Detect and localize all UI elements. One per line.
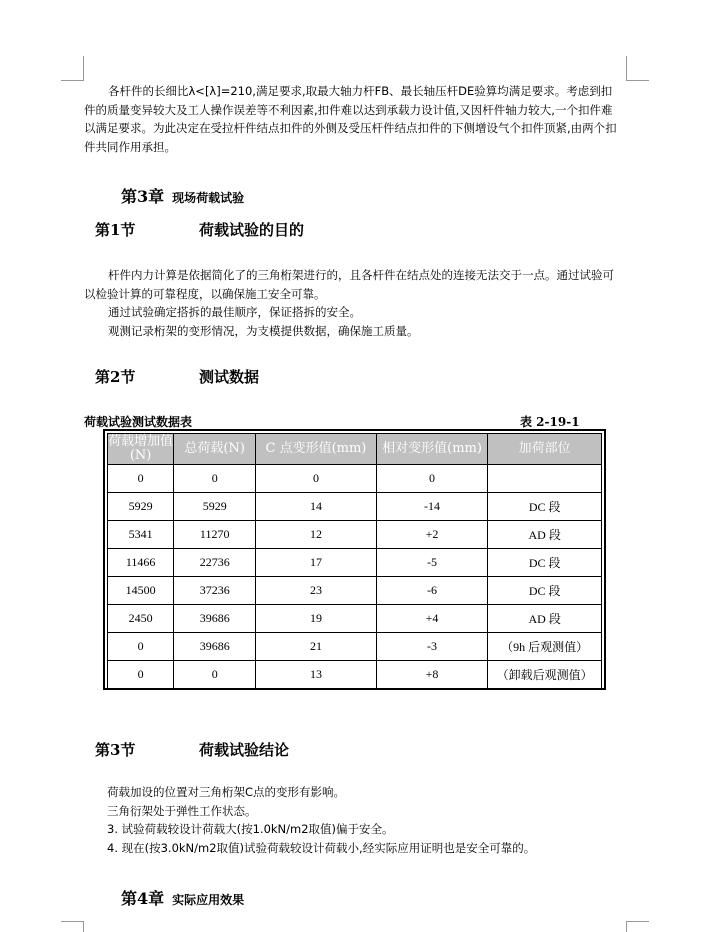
chapter-title: 实际应用效果 — [172, 893, 245, 907]
table-cell: 37236 — [174, 577, 256, 605]
table-cell: 0 — [174, 661, 256, 689]
table-cell: （9h 后观测值） — [488, 633, 602, 661]
paragraph: 观测记录桁架的变形情况，为支模提供数据，确保施工质量。 — [108, 323, 419, 338]
header-cell: 荷载增加值(N) — [108, 434, 174, 463]
table-cell — [488, 465, 602, 493]
conclusion-line: 4. 现在(按3.0kN/m2取值)试验荷载较设计荷载小,经实际应用证明也是安全可靠的。 — [107, 840, 536, 855]
section-1-heading — [95, 219, 305, 240]
load-test-table — [107, 433, 602, 689]
table-cell: 11466 — [108, 549, 174, 577]
table-cell: 11270 — [174, 521, 256, 549]
table-cell: 13 — [256, 661, 377, 689]
page-corner-mark — [626, 56, 649, 81]
table-cell: DC 段 — [488, 549, 602, 577]
section-1-body — [84, 266, 619, 340]
table-cell: 5929 — [174, 493, 256, 521]
table-cell: 5929 — [108, 493, 174, 521]
table-cell: 0 — [376, 465, 488, 493]
table-row — [108, 633, 602, 661]
table-row — [108, 661, 602, 689]
paragraph: 杆件内力计算是依据简化了的三角桁架进行的，且各杆件在结点处的连接无法交于一点。通过试验可以检验计算的可靠程度，以确保施工安全可靠。 — [84, 268, 614, 301]
table-cell: -14 — [376, 493, 488, 521]
table-cell: （卸载后观测值） — [488, 661, 602, 689]
paragraph: 通过试验确定搭拆的最佳顺序，保证搭拆的安全。 — [108, 305, 361, 319]
data-table-frame — [103, 429, 606, 690]
section-title: 荷载试验的目的 — [199, 221, 305, 239]
table-cell: AD 段 — [488, 605, 602, 633]
table-cell: 14 — [256, 493, 377, 521]
chapter-number: 第4章 — [121, 889, 165, 908]
header-cell: 总荷载(N) — [174, 434, 256, 465]
table-cell: 0 — [108, 633, 174, 661]
table-cell: 22736 — [174, 549, 256, 577]
header-cell: 相对变形值(mm) — [376, 434, 488, 465]
table-cell: 21 — [256, 633, 377, 661]
table-cell: 5341 — [108, 521, 174, 549]
chapter-3-heading — [121, 184, 244, 207]
table-row — [108, 577, 602, 605]
table-cell: 17 — [256, 549, 377, 577]
table-number: 表 2-19-1 — [520, 415, 580, 429]
table-row — [108, 465, 602, 493]
section-number: 第2节 — [95, 368, 136, 386]
table-cell: 39686 — [174, 633, 256, 661]
page-corner-mark — [61, 921, 84, 932]
intro-paragraph — [84, 82, 619, 156]
section-number: 第3节 — [95, 741, 136, 759]
table-cell: +2 — [376, 521, 488, 549]
table-cell: +8 — [376, 661, 488, 689]
table-cell: DC 段 — [488, 577, 602, 605]
section-3-heading — [95, 739, 290, 760]
table-cell: -6 — [376, 577, 488, 605]
chapter-4-heading — [121, 886, 244, 909]
chapter-title: 现场荷载试验 — [172, 191, 245, 205]
page-corner-mark — [626, 921, 649, 932]
table-cell: DC 段 — [488, 493, 602, 521]
section-number: 第1节 — [95, 221, 136, 239]
table-cell: 12 — [256, 521, 377, 549]
section-2-heading — [95, 366, 260, 387]
table-cell: 2450 — [108, 605, 174, 633]
page-corner-mark — [61, 56, 84, 81]
table-cell: 0 — [256, 465, 377, 493]
section-3-body — [107, 783, 619, 857]
table-cell: 39686 — [174, 605, 256, 633]
conclusion-line: 3. 试验荷载较设计荷载大(按1.0kN/m2取值)偏于安全。 — [107, 822, 394, 836]
table-header-row — [108, 434, 602, 465]
table-caption: 荷载试验测试数据表 — [84, 415, 193, 429]
chapter-number: 第3章 — [121, 187, 165, 206]
table-row — [108, 605, 602, 633]
table-cell: 14500 — [108, 577, 174, 605]
section-title: 测试数据 — [199, 368, 260, 386]
conclusion-line: 荷载加设的位置对三角桁架C点的变形有影响。 — [107, 785, 346, 799]
table-cell: -5 — [376, 549, 488, 577]
table-cell: 23 — [256, 577, 377, 605]
table-cell: AD 段 — [488, 521, 602, 549]
table-cell: +4 — [376, 605, 488, 633]
header-cell: C 点变形值(mm) — [256, 434, 377, 465]
table-cell: -3 — [376, 633, 488, 661]
table-row — [108, 493, 602, 521]
table-row — [108, 549, 602, 577]
table-row — [108, 521, 602, 549]
header-cell: 加荷部位 — [488, 434, 602, 465]
section-title: 荷载试验结论 — [199, 741, 290, 759]
table-cell: 0 — [108, 661, 174, 689]
table-cell: 0 — [174, 465, 256, 493]
table-cell: 19 — [256, 605, 377, 633]
intro-text: 各杆件的长细比λ<[λ]=210,满足要求,取最大轴力杆FB、最长轴压杆DE验算均满足要求。考虑到扣件的质量变异较大及工人操作误差等不利因素,扣件难以达到承载力设计值,又因杆件轴力较大,一个扣件难以满足要求。为此决定在受拉杆件结点扣件的外侧及受压杆件结点扣件的下侧增设气个扣件顶紧,由两个扣件共同作用承担。 — [84, 84, 617, 154]
conclusion-line: 三角衍架处于弹性工作状态。 — [107, 803, 257, 818]
table-cell: 0 — [108, 465, 174, 493]
